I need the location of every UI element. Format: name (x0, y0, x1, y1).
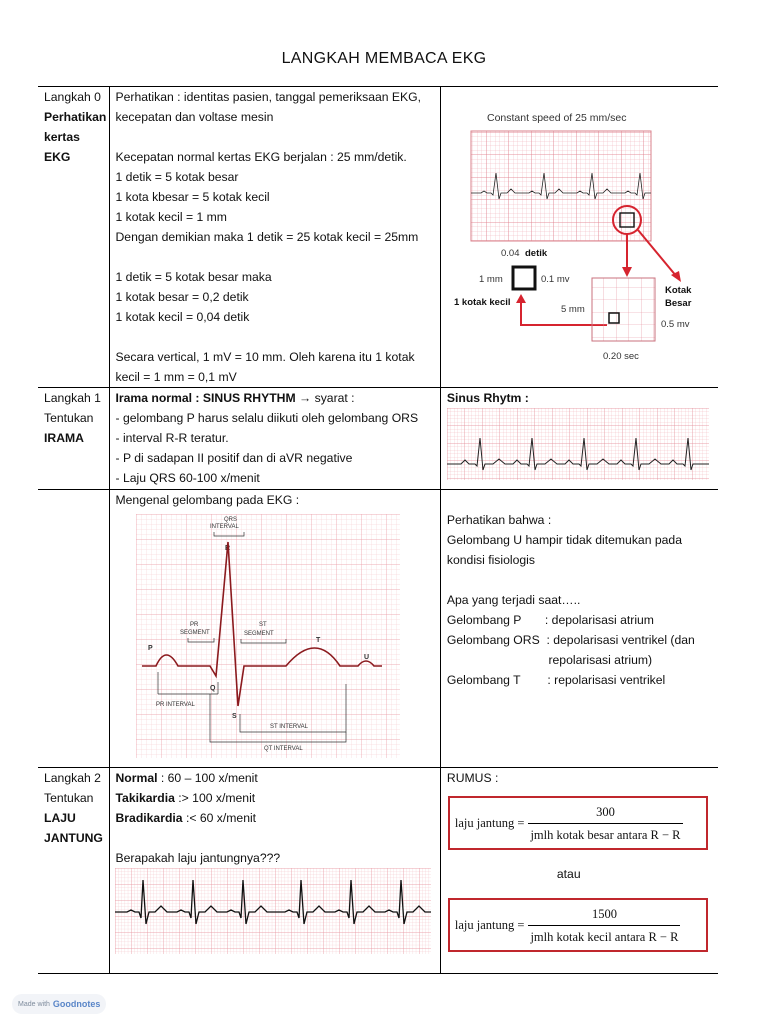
atau-text: atau (556, 867, 581, 881)
step-number: Langkah 1 (44, 391, 101, 405)
list-item: - Laju QRS 60-100 x/menit (115, 471, 260, 485)
sinus-heading: Sinus Rhytm : (446, 391, 529, 405)
table-row (38, 87, 718, 388)
figure-cell (440, 87, 718, 388)
tachy-label: Takikardia (115, 791, 175, 805)
step-cell (38, 768, 109, 974)
text-line: 1 kota kbesar = 5 kotak kecil (115, 190, 270, 204)
formula-cell (440, 768, 718, 974)
formula-denominator: jmlh kotak besar antara R − R (528, 823, 682, 845)
st-segment-label: SEGMENT (243, 631, 274, 637)
step-title: kertas EKG (44, 130, 80, 164)
table-row (38, 768, 718, 974)
text-line: 1 detik = 5 kotak besar maka (115, 270, 272, 284)
text-line: kondisi fisiologis (446, 553, 535, 567)
normal-label: Normal (115, 771, 158, 785)
step-number: Langkah 2 (44, 771, 101, 785)
formula-box-kecil (448, 898, 708, 952)
step-verb: Tentukan (44, 411, 94, 425)
qrs-interval-label: INTERVAL (209, 524, 239, 530)
text-line: Secara vertical, 1 mV = 10 mm. Oleh karena itu 1 kotak (115, 350, 415, 364)
step-cell (38, 490, 109, 768)
table-row (38, 490, 718, 768)
brady-rate (116, 808, 434, 828)
question-text: Berapakah laju jantungnya??? (115, 851, 281, 865)
brady-value: :< 60 x/menit (182, 811, 257, 825)
made-with-text: Made with (18, 1000, 50, 1008)
text-line: Dengan demikian maka 1 detik = 25 kotak kecil = 25mm (115, 230, 419, 244)
formula-fraction (528, 802, 682, 845)
pr-segment-label: PR (189, 622, 198, 628)
step-number: Langkah 0 (44, 90, 101, 104)
text-line: kecepatan dan voltase mesin (115, 110, 274, 124)
notes-cell (440, 490, 718, 768)
arrow-right (638, 230, 677, 277)
ekg-wave-diagram (136, 514, 400, 758)
content-cell (109, 87, 440, 388)
list-item: - P di sadapan II positif dan di aVR negative (115, 451, 353, 465)
ecg-grid (447, 408, 709, 480)
ecg-grid (115, 868, 431, 954)
formula-denominator: jmlh kotak kecil antara R − R (528, 925, 680, 947)
tachy-value: :> 100 x/menit (174, 791, 256, 805)
text-line: Gelombang U hampir tidak ditemukan pada (446, 533, 682, 547)
mv01-label: 0.1 mv (540, 274, 570, 285)
formula-numerator: 1500 (591, 906, 617, 921)
step-title: LAJU (44, 811, 76, 825)
sec-label: 0.04 (500, 248, 520, 259)
tachy-rate (116, 788, 434, 808)
text-line: Gelombang T : repolarisasi ventrikel (446, 673, 666, 687)
heading-bold: Irama normal : SINUS RHYTHM (115, 391, 296, 405)
heading-rest: syarat : (311, 391, 355, 405)
step-title: JANTUNG (44, 831, 103, 845)
step-cell (38, 388, 109, 490)
text-line: Gelombang ORS : depolarisasi ventrikel (dan (446, 633, 695, 647)
step-title: Perhatikan (44, 110, 107, 124)
kotak-kecil-label: 1 kotak kecil (453, 297, 511, 308)
text-line: Perhatikan bahwa : (446, 513, 552, 527)
heart-rate-strip (115, 868, 431, 956)
content-cell (109, 490, 440, 768)
goodnotes-badge[interactable] (12, 994, 106, 1014)
text-line: kecil = 1 mm = 0,1 mV (115, 370, 237, 384)
text-line: 1 kotak besar = 0,2 detik (115, 290, 249, 304)
formula-box-besar (448, 796, 708, 850)
pr-interval-label: PR INTERVAL (155, 702, 195, 708)
list-item: - interval R-R teratur. (115, 431, 229, 445)
small-box (513, 267, 535, 289)
arrow-head (516, 294, 526, 303)
ekg-paper-figure (441, 87, 711, 377)
mm5-label: 5 mm (560, 304, 585, 315)
text-line: 1 detik = 5 kotak besar (115, 170, 239, 184)
qt-interval-label: QT INTERVAL (263, 746, 303, 752)
s-label: S (231, 713, 237, 720)
p-label: P (147, 645, 153, 652)
rumus-label: RUMUS : (446, 771, 499, 785)
t-label: T (315, 637, 320, 644)
list-item: - gelombang P harus selalu diikuti oleh gelombang ORS (115, 411, 419, 425)
large-box (592, 278, 655, 341)
text-line: 1 kotak kecil = 0,04 detik (115, 310, 250, 324)
ekg-steps-table (38, 86, 718, 974)
figure-cell (440, 388, 718, 490)
besar-label: Besar (664, 298, 692, 309)
formula-lhs: laju jantung = (454, 816, 525, 830)
brady-label: Bradikardia (115, 811, 183, 825)
step-verb: Tentukan (44, 791, 94, 805)
st-segment-label: ST (258, 622, 267, 628)
text-line: Gelombang P : depolarisasi atrium (446, 613, 654, 627)
mv05-label: 0.5 mv (660, 319, 690, 330)
r-label: R (224, 545, 230, 552)
rhythm-heading (116, 388, 434, 408)
pr-segment-label: SEGMENT (179, 630, 210, 636)
text-line: Apa yang terjadi saat….. (446, 593, 581, 607)
normal-rate (116, 768, 434, 788)
page-title: LANGKAH MEMBACA EKG (281, 50, 487, 67)
sec20-label: 0.20 sec (602, 351, 639, 362)
formula-lhs: laju jantung = (454, 918, 525, 932)
ekg-strip (471, 131, 651, 241)
step-cell (38, 87, 109, 388)
arrow-head (622, 267, 632, 277)
waves-intro: Mengenal gelombang pada EKG : (115, 493, 300, 507)
text-line: repolarisasi atrium) (446, 653, 653, 667)
sinus-rhythm-strip (447, 408, 709, 482)
kotak-label: Kotak (664, 285, 692, 296)
normal-value: : 60 – 100 x/menit (157, 771, 258, 785)
table-row (38, 388, 718, 490)
u-label: U (363, 654, 369, 661)
detik-label: detik (524, 248, 548, 259)
content-cell (109, 768, 440, 974)
content-cell (109, 388, 440, 490)
formula-numerator: 300 (596, 804, 615, 819)
text-line: 1 kotak kecil = 1 mm (115, 210, 227, 224)
mm1-label: 1 mm (478, 274, 503, 285)
qrs-interval-label: QRS (223, 517, 237, 523)
brand-logo: Goodnotes (52, 999, 101, 1009)
text-line: Kecepatan normal kertas EKG berjalan : 25 mm/detik. (115, 150, 407, 164)
q-label: Q (209, 685, 215, 692)
step-title: IRAMA (44, 431, 84, 445)
arrow-icon: → (299, 391, 312, 405)
text-line: Perhatikan : identitas pasien, tanggal pemeriksaan EKG, (115, 90, 422, 104)
formula-fraction (528, 904, 680, 947)
speed-label: Constant speed of 25 mm/sec (486, 112, 627, 124)
st-interval-label: ST INTERVAL (269, 724, 308, 730)
